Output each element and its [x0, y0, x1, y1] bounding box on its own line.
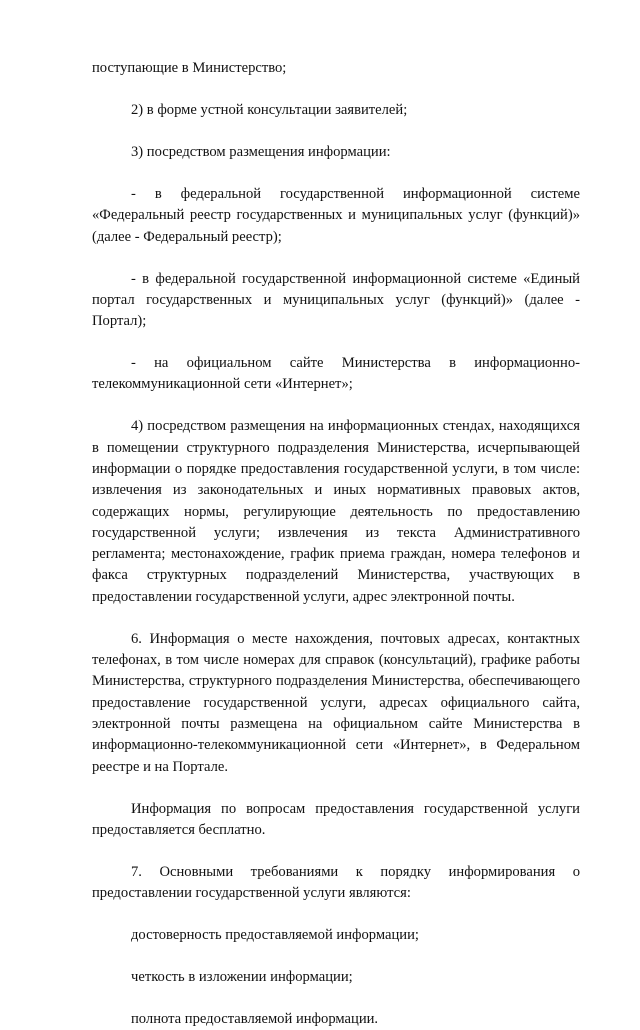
paragraph-item-4-stands: 4) посредством размещения на информационных стендах, находящихся в помещении структурного подразделения Министерства, исчерпывающей информации о порядке предоставления государственной услуги, в том числе: извлечения из законодательных и иных нормативных правовых актов, содержащих нормы, регулирующие деятельность по предоставлению государственной услуги; извлечения из текста Административного регламента; местонахождение, график приема граждан, номера телефонов и факса структурных подразделений Министерства, участвующих в предоставлении государственной услуги, адрес электронной почты. — [92, 418, 580, 605]
paragraph-requirement-completeness: полнота предоставляемой информации. — [131, 1011, 379, 1028]
paragraph-federal-registry: - в федеральной государственной информационной системе «Федеральный реестр государственных и муниципальных услуг (функций)» (далее - Федеральный реестр); — [92, 185, 580, 245]
paragraph-requirement-clarity: четкость в изложении информации; — [131, 969, 353, 986]
paragraph-requirement-reliability: достоверность предоставляемой информации; — [131, 927, 419, 944]
document-page — [92, 58, 580, 1030]
paragraph-item-3: 3) посредством размещения информации: — [131, 143, 391, 160]
paragraph-unified-portal: - в федеральной государственной информационной системе «Единый портал государственных и муниципальных услуг (функций)» (далее - Портал); — [92, 270, 580, 330]
paragraph-section-6: 6. Информация о месте нахождения, почтовых адресах, контактных телефонах, в том числе номерах для справок (консультаций), графике работы Министерства, структурного подразделения Министерства, обеспечивающего предоставление государственной услуги, адресах официального сайта, электронной почты размещена на официальном сайте Министерства в информационно-телекоммуникационной сети «Интернет», в Федеральном реестре и на Портале. — [92, 630, 580, 775]
paragraph-item-2: 2) в форме устной консультации заявителей; — [131, 101, 408, 118]
paragraph-continuation: поступающие в Министерство; — [92, 60, 287, 76]
paragraph-section-7: 7. Основными требованиями к порядку информирования о предоставлении государственной услуги являются: — [92, 863, 580, 902]
paragraph-official-site: - на официальном сайте Министерства в информационно-телекоммуникационной сети «Интернет»; — [92, 355, 580, 393]
paragraph-free-of-charge: Информация по вопросам предоставления государственной услуги предоставляется бесплатно. — [92, 800, 580, 838]
